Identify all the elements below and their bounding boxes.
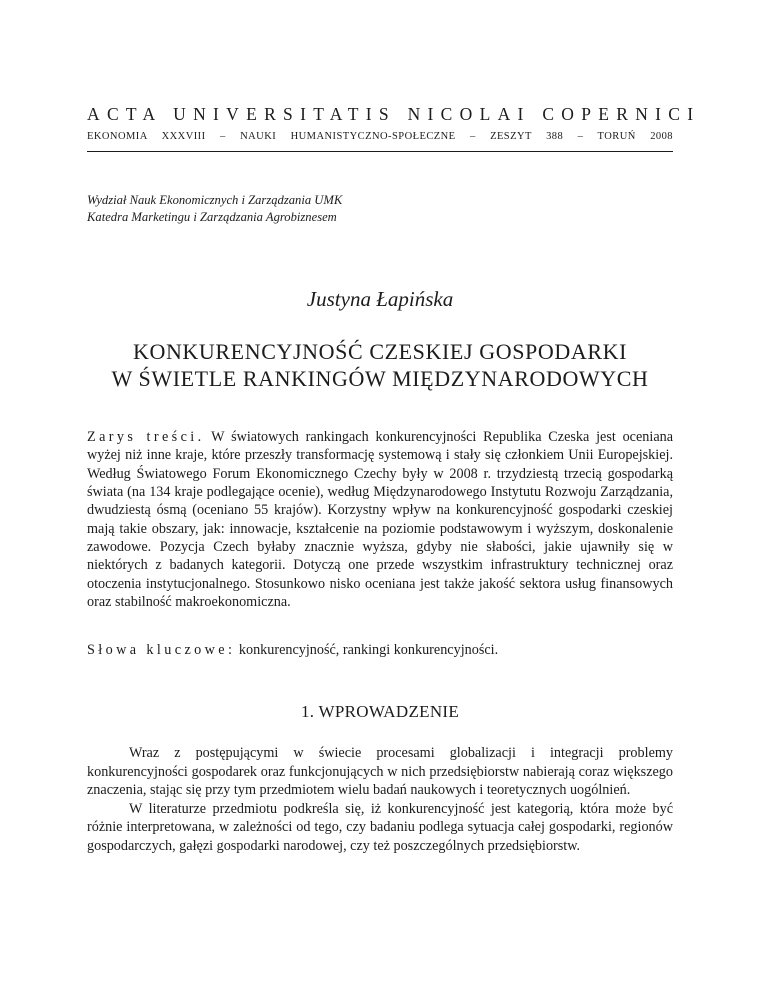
affiliation-line-2: Katedra Marketingu i Zarządzania Agrobiznesem (87, 210, 337, 224)
abstract (87, 428, 673, 611)
affiliation (87, 192, 342, 226)
journal-title: ACTA UNIVERSITATIS NICOLAI COPERNICI (87, 104, 701, 124)
abstract-label: Zarys treści. (87, 429, 205, 445)
author-name: Justyna Łapińska (306, 287, 454, 311)
paper-title (87, 338, 673, 392)
keywords-text: konkurencyjność, rankingi konkurencyjności. (238, 642, 499, 658)
body-paragraph-2: W literaturze przedmiotu podkreśla się, iż konkurencyjność jest kategorią, która może być różnie interpretowana, w zależności od tego, czy badaniu podlega sytuacja całej gospodarki, regionów gospodarczych, gałęzi gospodarki narodowej, czy też poszczególnych przedsiębiorstw. (87, 800, 673, 854)
journal-subtitle: EKONOMIA XXXVIII – NAUKI HUMANISTYCZNO-SPOŁECZNE – ZESZYT 388 – TORUŃ 2008 (87, 131, 673, 142)
keywords-label: Słowa kluczowe: (87, 642, 236, 658)
header-rule (87, 151, 673, 152)
paper-title-line-2: W ŚWIETLE RANKINGÓW MIĘDZYNARODOWYCH (111, 366, 649, 391)
section-heading: 1. WPROWADZENIE (300, 702, 460, 721)
body-paragraph-1: Wraz z postępującymi w świecie procesami globalizacji i integracji problemy konkurencyjności gospodarek oraz funkcjonujących w nich przedsiębiorstw nabierają coraz większego znaczenia, stając się przy tym przedmiotem wielu badań naukowych i teoretycznych uogólnień. (87, 745, 673, 798)
paper-title-line-1: KONKURENCYJNOŚĆ CZESKIEJ GOSPODARKI (132, 339, 628, 364)
body-text (87, 744, 673, 855)
affiliation-line-1: Wydział Nauk Ekonomicznych i Zarządzania UMK (87, 193, 343, 207)
abstract-text: W światowych rankingach konkurencyjności Republika Czeska jest oceniana wyżej niż inne kraje, które przeszły transformację systemową i stały się członkiem Unii Europejskiej. Według Światowego Forum Ekonomicznego Czechy były w 2008 r. trzydziestą trzecią gospodarką świata (na 134 kraje podlegające ocenie), według Międzynarodowego Instytutu Rozwoju Zarządzania, dwudziestą ósmą (oceniano 55 krajów). Korzystny wpływ na konkurencyjność gospodarki czeskiej mają takie obszary, jak: innowacje, kształcenie na poziomie podstawowym i wyższym, doskonalenie zawodowe. Pozycja Czech byłaby znacznie wyższa, gdyby nie słabości, jakie ujawniły się w niektórych z badanych kategorii. Dotyczą one przede wszystkim infrastruktury technicznej oraz otoczenia instytucjonalnego. Stosunkowo nisko oceniana jest także jakość sektora usług finansowych oraz stabilność makroekonomiczna. (87, 429, 674, 611)
keywords (87, 641, 673, 659)
